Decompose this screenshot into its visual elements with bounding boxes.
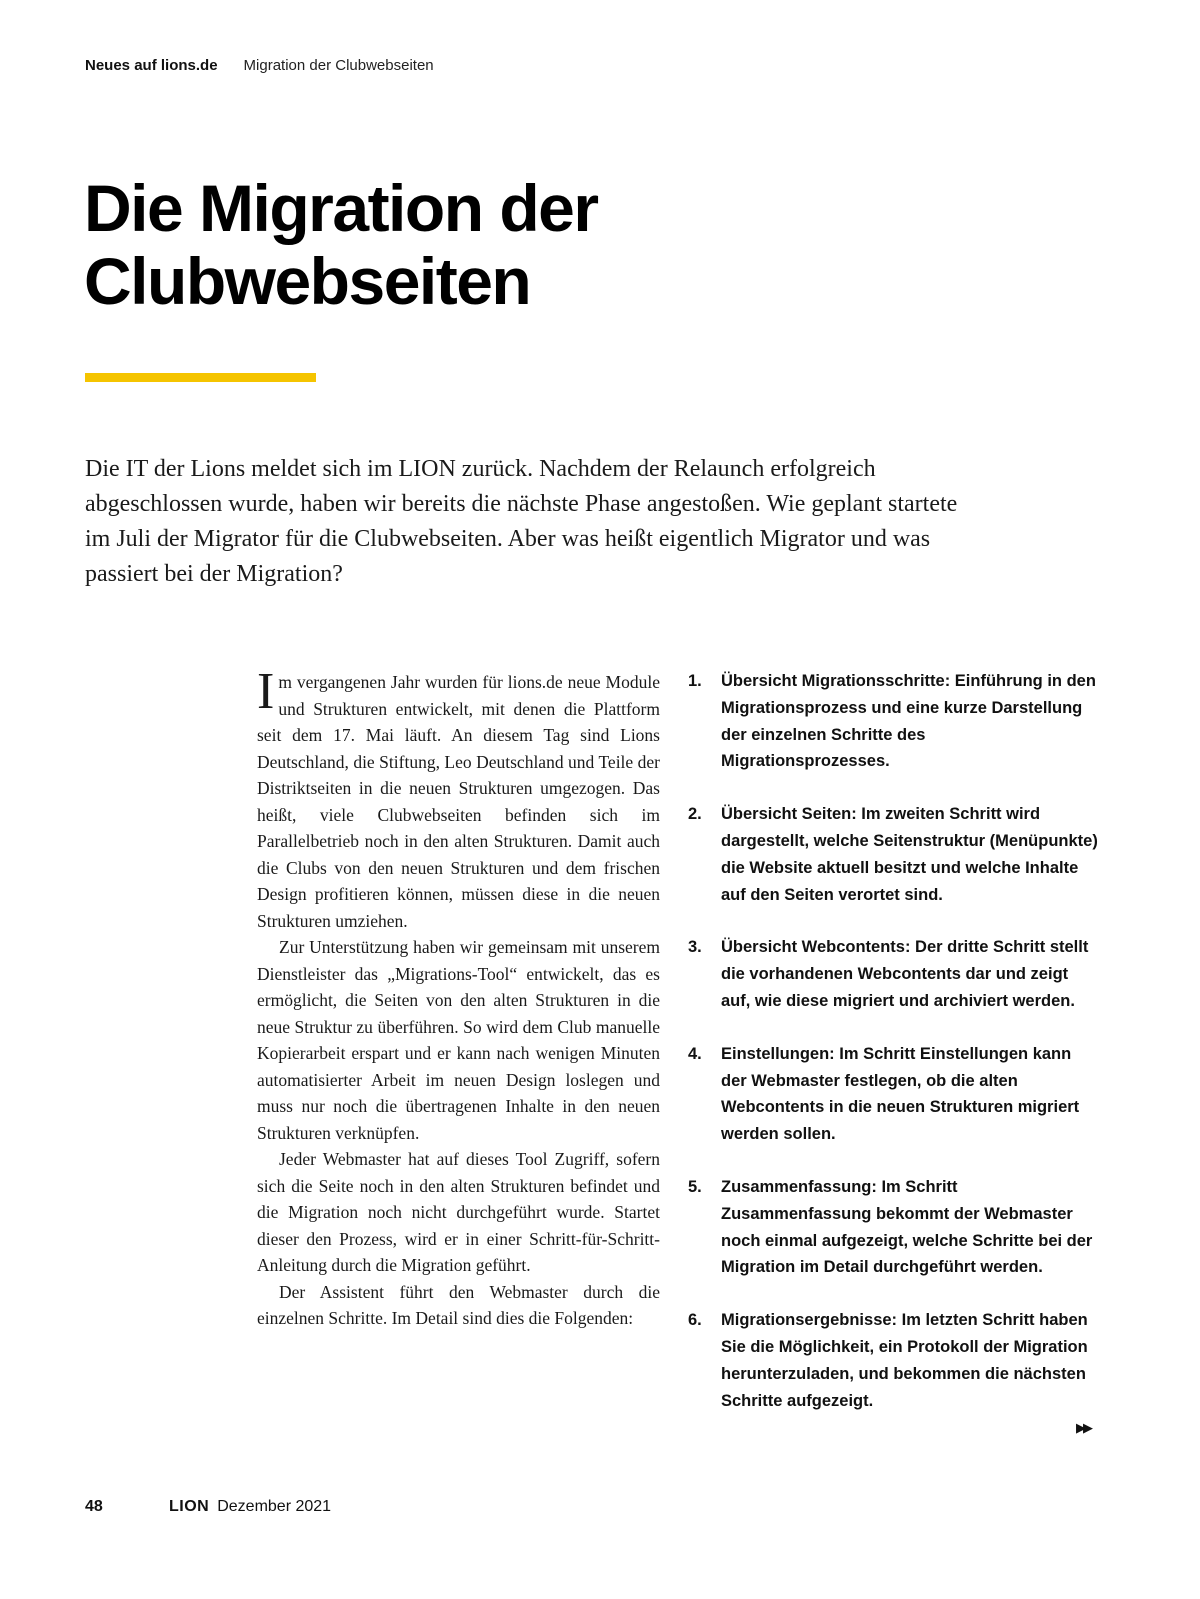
- body-paragraph-1: [257, 663, 660, 934]
- body-column: [257, 663, 660, 1332]
- list-item: [688, 801, 1098, 908]
- step-text: Übersicht Migrationsschritte: Einführung in den Migrationsprozess und eine kurze Darstellung der einzelnen Schritte des Migrationsprozesses.: [721, 672, 1096, 771]
- step-number: 4.: [688, 1044, 702, 1063]
- list-item: [688, 1307, 1098, 1414]
- header-section: Neues auf lions.de: [85, 57, 218, 74]
- accent-rule: [85, 373, 316, 382]
- body-paragraph-1-text: m vergangenen Jahr wurden für lions.de neue Module und Strukturen entwickelt, mit denen die Plattform seit dem 17. Mai läuft. An diesem Tag sind Lions Deutschland, die Stiftung, Leo Deutschland und Teile der Distriktseiten in die neuen Strukturen umgezogen. Das heißt, viele Clubwebseiten befinden sich im Parallelbetrieb noch in den alten Strukturen. Damit auch die Clubs von den neuen Strukturen und dem frischen Design profitieren können, müssen diese in die neuen Strukturen umziehen.: [257, 672, 660, 931]
- list-item: [688, 1041, 1098, 1148]
- step-number: 3.: [688, 938, 702, 957]
- step-number: 1.: [688, 672, 702, 690]
- article-title-line-2: Clubwebseiten: [84, 243, 531, 318]
- body-paragraph-3: Jeder Webmaster hat auf dieses Tool Zugriff, sofern sich die Seite noch in den alten Strukturen befindet und die Migration noch nicht durchgeführt wurde. Startet dieser den Prozess, wird er in einer Schritt-für-Schritt-Anleitung durch die Migration geführt.: [257, 1149, 660, 1275]
- list-item: [688, 1174, 1098, 1281]
- article-title: [84, 172, 598, 317]
- step-text: Übersicht Seiten: Im zweiten Schritt wird dargestellt, welche Seitenstruktur (Menüpunkte) die Website aktuell besitzt und welche Inhalte auf den Seiten verortet sind.: [721, 805, 1098, 904]
- migration-steps-list: [688, 668, 1098, 1440]
- drop-cap: I: [257, 663, 275, 720]
- body-paragraph-2: Zur Unterstützung haben wir gemeinsam mit unserem Dienstleister das „Migrations-Tool“ entwickelt, das es ermöglicht, die Seiten von den alten Strukturen in die neue Struktur zu überführen. So wird dem Club manuelle Kopierarbeit erspart und er kann nach wenigen Minuten automatisierter Arbeit im neuen Design loslegen und muss nur noch die übertragenen Inhalte in den neuen Strukturen verknüpfen.: [257, 937, 660, 1143]
- step-text: Einstellungen: Im Schritt Einstellungen kann der Webmaster festlegen, ob die alten Webcontents in die neuen Strukturen migriert werden sollen.: [721, 1044, 1080, 1144]
- list-item: [688, 668, 1098, 775]
- page-number: 48: [85, 1498, 103, 1515]
- list-item: [688, 934, 1098, 1014]
- step-number: 5.: [688, 1177, 702, 1196]
- header-topic: Migration der Clubwebseiten: [243, 57, 434, 74]
- running-header: [85, 57, 434, 74]
- step-text: Zusammenfassung: Im Schritt Zusammenfassung bekommt der Webmaster noch einmal aufgezeigt, welche Schritte bei der Migration im Detail durchgeführt werden.: [721, 1177, 1093, 1277]
- step-text: Migrationsergebnisse: Im letzten Schritt haben Sie die Möglichkeit, ein Protokoll der Migration herunterzuladen, und bekommen die nächsten Schritte aufgezeigt.: [721, 1311, 1088, 1410]
- magazine-name: LION: [169, 1498, 210, 1515]
- step-number: 6.: [688, 1311, 702, 1330]
- lead-paragraph: Die IT der Lions meldet sich im LION zurück. Nachdem der Relaunch erfolgreich abgeschlossen wurde, haben wir bereits die nächste Phase angestoßen. Wie geplant startete im Juli der Migrator für die Clubwebseiten. Aber was heißt eigentlich Migrator und was passiert bei der Migration?: [85, 456, 958, 587]
- step-number: 2.: [688, 805, 702, 824]
- issue-date: Dezember 2021: [217, 1498, 332, 1515]
- continue-arrows-icon: ▶▶: [1076, 1420, 1090, 1435]
- article-title-line-1: Die Migration der: [84, 171, 598, 245]
- body-paragraph-4: Der Assistent führt den Webmaster durch die einzelnen Schritte. Im Detail sind dies die Folgenden:: [257, 1281, 660, 1328]
- page-footer: [85, 1498, 331, 1516]
- step-text: Übersicht Webcontents: Der dritte Schritt stellt die vorhandenen Webcontents dar und zeigt auf, wie diese migriert und archiviert werden.: [721, 938, 1089, 1010]
